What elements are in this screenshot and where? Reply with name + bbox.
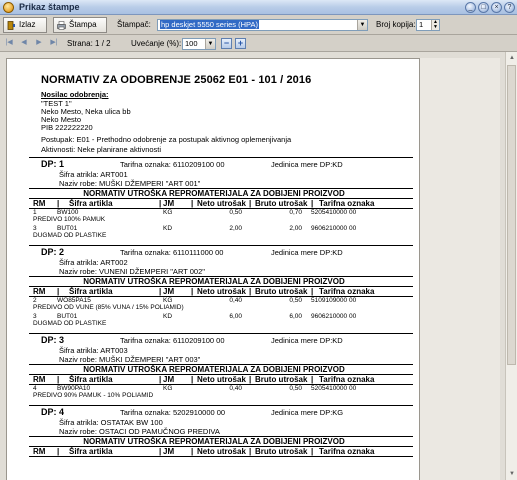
page-indicator: Strana: 1 / 2 [67, 39, 111, 48]
row-code: BUT01 [57, 225, 78, 232]
column-header: Šifra artikla [69, 199, 113, 208]
section-title: NORMATIV UTROŠKA REPROMATERIJALA ZA DOBIJENI PROIZVOD [83, 365, 345, 374]
dp-sku: Šifra atrikla: OSTATAK BW 100 [59, 418, 163, 427]
row-neto: 6,00 [229, 313, 242, 320]
column-header: Šifra artikla [69, 375, 113, 384]
column-divider: | [159, 287, 162, 296]
copies-value: 1 [419, 20, 424, 29]
row-jm: KG [163, 209, 173, 216]
column-header: RM [33, 375, 46, 384]
dp-separator [29, 157, 413, 158]
row-bruto: 0,70 [289, 209, 302, 216]
holder-line: "TEST 1" [41, 99, 72, 108]
dp-sku: Šifra atrikla: ART002 [59, 258, 128, 267]
row-jm: KD [163, 313, 173, 320]
row-neto: 0,40 [229, 385, 242, 392]
maximize-button[interactable]: □ [478, 2, 489, 13]
page-gutter [420, 58, 500, 480]
column-divider: | [191, 199, 194, 208]
row-description: PREDIVO OD VUNE (85% VUNA / 15% POLIAMID) [33, 304, 184, 311]
row-neto: 0,40 [229, 297, 242, 304]
row-description: PREDIVO 100% PAMUK [33, 216, 106, 223]
row-tarif: 5205410000 00 [311, 385, 357, 392]
dp-number: DP: 4 [41, 407, 65, 417]
column-header: JM [163, 287, 175, 296]
column-divider: | [159, 375, 162, 384]
preview-area[interactable] [0, 52, 505, 480]
header-separator [29, 456, 413, 457]
column-header: JM [163, 375, 175, 384]
row-code: BUT01 [57, 313, 78, 320]
row-tarif: 9606210000 00 [311, 313, 357, 320]
column-header: RM [33, 199, 46, 208]
zoom-value: 100 [185, 39, 198, 48]
column-divider: | [249, 447, 252, 456]
row-code: WO85PA15 [57, 297, 91, 304]
print-toolbar [0, 15, 517, 35]
vertical-scrollbar[interactable] [505, 52, 517, 480]
printer-icon [57, 21, 66, 30]
column-divider: | [311, 287, 314, 296]
dp-separator [29, 333, 413, 334]
row-jm: KD [163, 225, 173, 232]
dp-sku: Šifra atrikla: ART003 [59, 346, 128, 355]
row-description: PREDIVO 90% PAMUK - 10% POLIAMID [33, 392, 154, 399]
printer-select[interactable] [157, 19, 368, 31]
holder-heading: Nosilac odobrenja: [41, 90, 109, 99]
dp-tariff: Tarifna oznaka: 6110209100 00 [120, 160, 225, 169]
column-divider: | [57, 375, 60, 384]
last-page-icon[interactable]: ▶| [50, 39, 58, 46]
dp-number: DP: 2 [41, 247, 65, 257]
document-page [6, 58, 420, 480]
column-header: Tarifna oznaka [319, 375, 375, 384]
row-description: DUGMAD OD PLASTIKE [33, 232, 107, 239]
dp-sku: Šifra atrikla: ART001 [59, 170, 128, 179]
spin-arrows-icon[interactable]: ▲ ▼ [431, 20, 439, 30]
column-header: Šifra artikla [69, 447, 113, 456]
first-page-icon[interactable]: |◀ [5, 39, 13, 46]
procedure-text: Postupak: E01 - Prethodno odobrenje za postupak aktivnog oplemenjivanja [41, 135, 292, 144]
row-tarif: 9606210000 00 [311, 225, 357, 232]
column-header: Neto utrošak [197, 375, 246, 384]
row-rm: 1 [33, 209, 37, 216]
copies-label: Broj kopija: [376, 20, 416, 29]
column-divider: | [191, 287, 194, 296]
row-code: BW100 [57, 209, 79, 216]
dp-unit: Jedinica mere DP:KD [271, 160, 343, 169]
column-header: Bruto utrošak [255, 287, 308, 296]
title-bar [0, 0, 517, 15]
zoom-select[interactable] [182, 38, 216, 50]
column-divider: | [249, 199, 252, 208]
row-bruto: 6,00 [289, 313, 302, 320]
zoom-label: Uvećanje (%): [131, 39, 182, 48]
dp-tariff: Tarifna oznaka: 5202910000 00 [120, 408, 226, 417]
column-divider: | [191, 447, 194, 456]
exit-button[interactable] [3, 17, 47, 33]
chevron-down-icon[interactable]: ▼ [357, 20, 367, 30]
dp-separator [29, 405, 413, 406]
chevron-down-icon[interactable]: ▼ [205, 39, 215, 49]
next-page-icon[interactable]: ▶ [36, 39, 42, 46]
row-description: DUGMAD OD PLASTIKE [33, 320, 107, 327]
row-rm: 2 [33, 297, 37, 304]
printer-label: Štampač: [117, 20, 151, 29]
minimize-button[interactable]: _ [465, 2, 476, 13]
column-header: RM [33, 447, 46, 456]
print-label: Štampa [69, 20, 97, 29]
column-divider: | [249, 287, 252, 296]
row-jm: KG [163, 385, 173, 392]
column-divider: | [57, 199, 60, 208]
column-header: RM [33, 287, 46, 296]
dp-name: Naziv robe: OSTACI OD PAMUČNOG PREDIVA [59, 427, 220, 436]
dp-unit: Jedinica mere DP:KD [271, 336, 343, 345]
zoom-in-button[interactable]: + [235, 38, 246, 49]
row-code: BW90PA10 [57, 385, 91, 392]
help-button[interactable]: ? [504, 2, 515, 13]
column-divider: | [191, 375, 194, 384]
dp-name: Naziv robe: VUNENI DŽEMPERI "ART 002" [59, 267, 205, 276]
section-title: NORMATIV UTROŠKA REPROMATERIJALA ZA DOBIJENI PROIZVOD [83, 189, 345, 198]
dp-number: DP: 3 [41, 335, 65, 345]
column-divider: | [159, 199, 162, 208]
column-header: Neto utrošak [197, 447, 246, 456]
column-header: JM [163, 447, 175, 456]
holder-line: Neko Mesto [41, 115, 82, 124]
scroll-thumb[interactable] [507, 65, 516, 365]
dp-name: Naziv robe: MUŠKI DŽEMPERI "ART 001" [59, 179, 201, 188]
exit-icon [7, 21, 16, 30]
column-divider: | [311, 199, 314, 208]
column-header: Tarifna oznaka [319, 199, 375, 208]
activities-text: Aktivnosti: Neke planirane aktivnosti [41, 145, 162, 154]
zoom-out-button[interactable]: − [221, 38, 232, 49]
dp-tariff: Tarifna oznaka: 6110111000 00 [120, 248, 224, 257]
column-divider: | [249, 375, 252, 384]
exit-label: Izlaz [19, 20, 36, 29]
column-divider: | [57, 447, 60, 456]
printer-value: hp deskjet 5550 series (HPA) [161, 20, 258, 29]
row-rm: 4 [33, 385, 37, 392]
row-tarif: 5109109000 00 [311, 297, 357, 304]
dp-tariff: Tarifna oznaka: 6110209100 00 [120, 336, 225, 345]
row-neto: 0,50 [229, 209, 242, 216]
prev-page-icon[interactable]: ◀ [21, 39, 27, 46]
column-header: Šifra artikla [69, 287, 113, 296]
dp-number: DP: 1 [41, 159, 65, 169]
column-header: Bruto utrošak [255, 375, 308, 384]
row-jm: KG [163, 297, 173, 304]
column-divider: | [159, 447, 162, 456]
window-title: Prikaz štampe [19, 2, 80, 12]
row-rm: 3 [33, 225, 37, 232]
dp-separator [29, 245, 413, 246]
scroll-up-icon[interactable]: ▲ [509, 55, 515, 61]
document-title: NORMATIV ZA ODOBRENJE 25062 E01 - 101 / 2016 [41, 74, 312, 86]
section-title: NORMATIV UTROŠKA REPROMATERIJALA ZA DOBIJENI PROIZVOD [83, 277, 345, 286]
close-button[interactable]: × [491, 2, 502, 13]
holder-line: PIB 222222220 [41, 123, 93, 132]
row-tarif: 5205410000 00 [311, 209, 357, 216]
column-divider: | [57, 287, 60, 296]
column-header: Tarifna oznaka [319, 447, 375, 456]
row-bruto: 0,50 [289, 385, 302, 392]
section-title: NORMATIV UTROŠKA REPROMATERIJALA ZA DOBIJENI PROIZVOD [83, 437, 345, 446]
scroll-down-icon[interactable]: ▼ [509, 471, 515, 477]
holder-line: Neko Mesto, Neka ulica bb [41, 107, 131, 116]
copies-stepper[interactable] [416, 19, 440, 31]
row-bruto: 0,50 [289, 297, 302, 304]
dp-unit: Jedinica mere DP:KG [271, 408, 344, 417]
column-header: Neto utrošak [197, 199, 246, 208]
dp-unit: Jedinica mere DP:KD [271, 248, 343, 257]
row-bruto: 2,00 [289, 225, 302, 232]
column-divider: | [311, 447, 314, 456]
navigation-toolbar [0, 35, 517, 52]
column-header: Bruto utrošak [255, 199, 308, 208]
column-header: JM [163, 199, 175, 208]
row-neto: 2,00 [229, 225, 242, 232]
column-header: Tarifna oznaka [319, 287, 375, 296]
app-icon [3, 2, 14, 13]
dp-name: Naziv robe: MUŠKI DŽEMPERI "ART 003" [59, 355, 201, 364]
column-header: Neto utrošak [197, 287, 246, 296]
column-header: Bruto utrošak [255, 447, 308, 456]
row-rm: 3 [33, 313, 37, 320]
print-button[interactable] [53, 17, 107, 33]
column-divider: | [311, 375, 314, 384]
